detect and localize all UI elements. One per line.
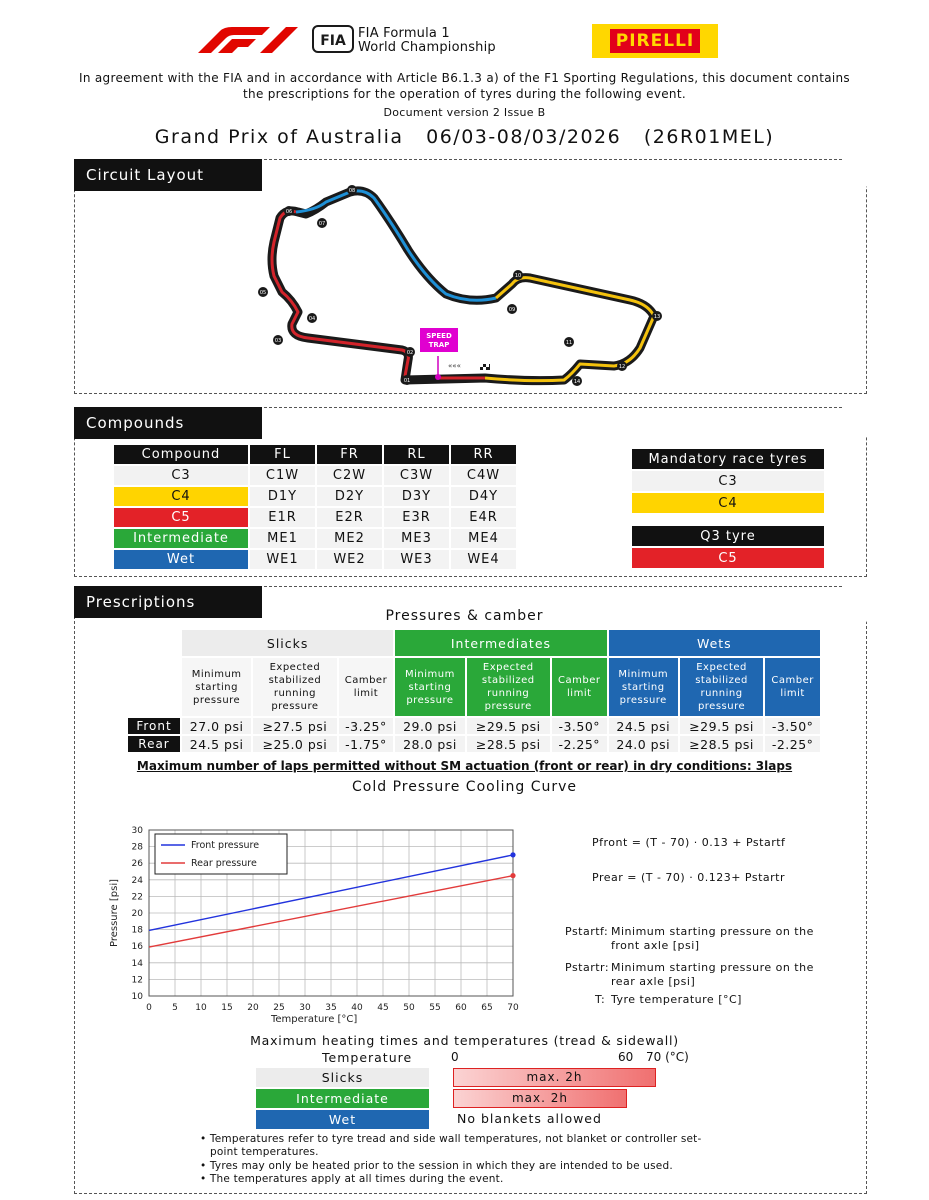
turn-marker-09 bbox=[507, 304, 517, 314]
note-1b: point temperatures. bbox=[210, 1146, 319, 1159]
x-tick-label: 70 bbox=[507, 1003, 519, 1013]
compound-code: D1Y bbox=[250, 487, 315, 506]
subheader-cell bbox=[253, 658, 336, 716]
compound-row bbox=[114, 529, 516, 548]
compound-code: ME4 bbox=[451, 529, 516, 548]
compound-code: WE1 bbox=[250, 550, 315, 569]
pressure-value: ≥28.5 psi bbox=[467, 736, 550, 752]
speed-trap-label-2: TRAP bbox=[428, 341, 450, 349]
x-tick-label: 55 bbox=[429, 1003, 441, 1013]
note-1a: • Temperatures refer to tyre tread and side wall temperatures, not blanket or controller set- bbox=[200, 1133, 702, 1145]
y-tick-label: 12 bbox=[131, 975, 143, 986]
track-outline bbox=[272, 191, 654, 381]
x-tick-label: 50 bbox=[403, 1003, 415, 1013]
heating-notes bbox=[200, 1133, 760, 1187]
turn-marker-14 bbox=[572, 376, 582, 386]
turn-marker-12 bbox=[617, 361, 627, 371]
x-tick-label: 5 bbox=[172, 1003, 178, 1013]
turn-marker-03 bbox=[273, 335, 283, 345]
event-title: Grand Prix of Australia 06/03-08/03/2026 (26R01MEL) bbox=[154, 126, 775, 148]
q3-tyre: C5 bbox=[632, 548, 824, 568]
subheader-line: limit bbox=[567, 688, 592, 699]
q3-tyre-table bbox=[630, 524, 826, 570]
compound-code: C2W bbox=[317, 466, 382, 485]
header-fl: FL bbox=[250, 445, 315, 464]
pressure-row bbox=[128, 736, 820, 752]
subheader-cell bbox=[552, 658, 607, 716]
circuit-section-tab: Circuit Layout bbox=[74, 159, 262, 191]
compound-name: C5 bbox=[114, 508, 248, 527]
subheader-line: limit bbox=[353, 688, 379, 699]
y-tick-label: 22 bbox=[131, 892, 143, 903]
heating-limit-text: max. 2h bbox=[511, 1091, 568, 1105]
series-end-point-0 bbox=[510, 852, 515, 857]
axle-label: Rear bbox=[128, 736, 180, 752]
compound-code: ME1 bbox=[250, 529, 315, 548]
pressure-value: -3.50° bbox=[765, 718, 820, 734]
pressure-value: 24.5 psi bbox=[609, 718, 678, 734]
x-tick-label: 40 bbox=[351, 1003, 363, 1013]
svg-text:13: 13 bbox=[653, 314, 661, 320]
compound-code: D3Y bbox=[384, 487, 449, 506]
subheader-line: stabilized bbox=[481, 675, 535, 686]
compound-code: C1W bbox=[250, 466, 315, 485]
subheader-line: starting bbox=[621, 681, 665, 693]
legend-label: Rear pressure bbox=[191, 858, 257, 869]
prescriptions-section-tab: Prescriptions bbox=[74, 586, 262, 618]
subheader-line: Minimum bbox=[405, 668, 455, 680]
svg-text:12: 12 bbox=[618, 364, 626, 370]
compound-name: Wet bbox=[114, 550, 248, 569]
subheader-line: starting bbox=[195, 681, 238, 693]
x-tick-label: 30 bbox=[299, 1003, 311, 1013]
x-tick-label: 20 bbox=[247, 1003, 259, 1013]
intro-line-1: In agreement with the FIA and in accordance with Article B6.1.3 a) of the F1 Sporting Regulations, this document contains bbox=[79, 71, 850, 85]
pressure-value: 24.5 psi bbox=[182, 736, 251, 752]
fia-logo bbox=[312, 25, 354, 53]
group-wets: Wets bbox=[609, 630, 820, 656]
svg-text:09: 09 bbox=[508, 307, 516, 313]
speed-trap-label-1: SPEED bbox=[426, 332, 452, 340]
compound-row bbox=[114, 466, 516, 485]
subheader-cell bbox=[467, 658, 550, 716]
mandatory-title: Mandatory race tyres bbox=[632, 449, 824, 469]
axle-label: Front bbox=[128, 718, 180, 734]
x-tick-label: 45 bbox=[377, 1003, 389, 1013]
svg-text:07: 07 bbox=[318, 221, 326, 227]
subheader-cell bbox=[395, 658, 464, 716]
y-tick-label: 14 bbox=[131, 958, 143, 969]
t-key: T: bbox=[595, 993, 606, 1006]
compound-header-row bbox=[114, 445, 516, 464]
x-tick-label: 25 bbox=[273, 1003, 285, 1013]
pressure-value: -1.75° bbox=[339, 736, 394, 752]
svg-text:14: 14 bbox=[573, 379, 581, 385]
pressures-title: Pressures & camber bbox=[385, 608, 544, 624]
compound-code: D2Y bbox=[317, 487, 382, 506]
pressure-value: -2.25° bbox=[552, 736, 607, 752]
compound-name: C3 bbox=[114, 466, 248, 485]
heating-row-label: Intermediate bbox=[256, 1089, 429, 1108]
y-axis-label: Pressure [psi] bbox=[109, 878, 120, 948]
subheader-line: Minimum bbox=[618, 668, 669, 680]
heating-scale-60: 60 bbox=[618, 1050, 634, 1064]
turn-marker-13 bbox=[652, 311, 662, 321]
subheader-line: pressure bbox=[484, 701, 532, 712]
pirelli-logo bbox=[592, 24, 718, 58]
x-tick-label: 35 bbox=[325, 1003, 337, 1013]
circuit-map bbox=[250, 180, 670, 390]
compound-code: WE2 bbox=[317, 550, 382, 569]
compound-code: E2R bbox=[317, 508, 382, 527]
svg-text:11: 11 bbox=[565, 340, 573, 346]
heating-title: Maximum heating times and temperatures (tread & sidewall) bbox=[250, 1033, 679, 1048]
subheader-cell bbox=[609, 658, 678, 716]
compound-row bbox=[114, 487, 516, 506]
fia-title-line2: World Championship bbox=[358, 40, 496, 55]
pressure-value: -3.50° bbox=[552, 718, 607, 734]
pressure-value: ≥29.5 psi bbox=[467, 718, 550, 734]
turn-marker-05 bbox=[258, 287, 268, 297]
turn-marker-01 bbox=[402, 375, 412, 385]
svg-text:10: 10 bbox=[514, 273, 522, 279]
turn-marker-07 bbox=[317, 218, 327, 228]
subheader-line: pressure bbox=[619, 694, 667, 706]
subheader-line: running bbox=[700, 688, 743, 699]
y-tick-label: 10 bbox=[131, 992, 143, 1002]
compound-code: ME3 bbox=[384, 529, 449, 548]
subheader-line: stabilized bbox=[695, 675, 748, 686]
pstartf-line2: front axle [psi] bbox=[611, 939, 700, 952]
pressure-value: -2.25° bbox=[765, 736, 820, 752]
compound-code: E3R bbox=[384, 508, 449, 527]
svg-text:06: 06 bbox=[285, 209, 293, 215]
svg-text:02: 02 bbox=[406, 350, 414, 356]
cold-pressure-chart bbox=[95, 800, 535, 1032]
svg-text:04: 04 bbox=[308, 316, 316, 322]
subheader-line: running bbox=[273, 688, 316, 699]
subheader-line: pressure bbox=[271, 701, 319, 712]
mandatory-tyre-1: C3 bbox=[632, 471, 824, 491]
subheader-line: Expected bbox=[269, 662, 321, 673]
subheader-cell bbox=[680, 658, 763, 716]
subheader-line: Expected bbox=[696, 662, 747, 673]
x-tick-label: 15 bbox=[221, 1003, 233, 1013]
compound-code: D4Y bbox=[451, 487, 516, 506]
y-tick-label: 24 bbox=[131, 875, 143, 886]
subheader-line: running bbox=[487, 688, 530, 699]
subheader-line: stabilized bbox=[268, 675, 322, 686]
y-tick-label: 16 bbox=[131, 942, 143, 953]
compounds-section-tab: Compounds bbox=[74, 407, 262, 439]
subheader-cell bbox=[765, 658, 820, 716]
x-tick-label: 10 bbox=[195, 1003, 207, 1013]
y-tick-label: 28 bbox=[131, 842, 143, 853]
compound-code: WE4 bbox=[451, 550, 516, 569]
legend-label: Front pressure bbox=[191, 840, 260, 851]
heating-limit-text: max. 2h bbox=[526, 1070, 583, 1084]
compound-code: WE3 bbox=[384, 550, 449, 569]
document-version: Document version 2 Issue B bbox=[383, 106, 546, 119]
x-axis-label: Temperature [°C] bbox=[271, 1014, 358, 1025]
header-compound: Compound bbox=[114, 445, 248, 464]
q3-title: Q3 tyre bbox=[632, 526, 824, 546]
compound-name: Intermediate bbox=[114, 529, 248, 548]
heating-temperature-label: Temperature bbox=[322, 1050, 413, 1065]
heating-limit-text: No blankets allowed bbox=[457, 1111, 602, 1126]
heating-row-label: Wet bbox=[256, 1110, 429, 1129]
turn-marker-08 bbox=[347, 185, 357, 195]
pstartf-key: Pstartf: bbox=[565, 925, 609, 938]
turn-marker-10 bbox=[513, 270, 523, 280]
subheader-line: Minimum bbox=[191, 668, 242, 680]
f1-logo bbox=[198, 27, 310, 53]
heating-scale-0: 0 bbox=[451, 1050, 459, 1064]
subheader-line: Expected bbox=[482, 662, 534, 673]
fia-title-line1: FIA Formula 1 bbox=[358, 26, 450, 41]
pstartr-key: Pstartr: bbox=[565, 961, 610, 974]
compound-allocation-table bbox=[112, 443, 518, 571]
group-slicks: Slicks bbox=[182, 630, 393, 656]
heating-limit-bar bbox=[453, 1089, 627, 1108]
turn-marker-04 bbox=[307, 313, 317, 323]
mandatory-tyre-2: C4 bbox=[632, 493, 824, 513]
compound-row bbox=[114, 550, 516, 569]
svg-text:08: 08 bbox=[348, 188, 356, 194]
subheader-line: Camber bbox=[558, 675, 601, 686]
pressure-value: -3.25° bbox=[339, 718, 394, 734]
svg-text:05: 05 bbox=[259, 290, 267, 296]
t-text: Tyre temperature [°C] bbox=[611, 993, 742, 1006]
subheader-cell bbox=[182, 658, 251, 716]
pirelli-wordmark: PIRELLI bbox=[610, 29, 700, 53]
header-rr: RR bbox=[451, 445, 516, 464]
pressure-value: ≥29.5 psi bbox=[680, 718, 763, 734]
svg-text:FIA: FIA bbox=[320, 33, 346, 49]
compound-code: E1R bbox=[250, 508, 315, 527]
x-tick-label: 0 bbox=[146, 1003, 152, 1013]
compound-name: C4 bbox=[114, 487, 248, 506]
x-tick-label: 65 bbox=[481, 1003, 493, 1013]
turn-marker-06 bbox=[284, 206, 294, 216]
y-tick-label: 26 bbox=[131, 859, 143, 870]
svg-text:01: 01 bbox=[403, 378, 411, 384]
intro-line-2: the prescriptions for the operation of tyres during the following event. bbox=[243, 87, 686, 101]
pstartr-line2: rear axle [psi] bbox=[611, 975, 696, 988]
subheader-line: Camber bbox=[771, 675, 814, 686]
svg-text:03: 03 bbox=[274, 338, 282, 344]
intro-text bbox=[60, 70, 869, 102]
subheader-row bbox=[128, 658, 820, 716]
pressure-value: ≥25.0 psi bbox=[253, 736, 336, 752]
subheader-line: limit bbox=[780, 688, 805, 699]
pressure-value: 24.0 psi bbox=[609, 736, 678, 752]
heating-limit-bar bbox=[453, 1068, 656, 1087]
pressure-value: 27.0 psi bbox=[182, 718, 251, 734]
subheader-line: Camber bbox=[344, 675, 388, 686]
group-header-row bbox=[128, 630, 820, 656]
compound-code: C3W bbox=[384, 466, 449, 485]
group-intermediates: Intermediates bbox=[395, 630, 606, 656]
turn-marker-11 bbox=[564, 337, 574, 347]
pressure-value: 28.0 psi bbox=[395, 736, 464, 752]
pressure-value: ≥27.5 psi bbox=[253, 718, 336, 734]
header-rl: RL bbox=[384, 445, 449, 464]
subheader-line: pressure bbox=[193, 694, 241, 706]
pstartf-line1: Minimum starting pressure on the bbox=[611, 925, 814, 938]
subheader-cell bbox=[339, 658, 394, 716]
heating-row-label: Slicks bbox=[256, 1068, 429, 1087]
y-tick-label: 20 bbox=[131, 909, 143, 919]
max-laps-note: Maximum number of laps permitted without SM actuation (front or rear) in dry conditions: 3laps bbox=[136, 759, 793, 773]
pressure-value: ≥28.5 psi bbox=[680, 736, 763, 752]
svg-text:«««: ««« bbox=[448, 362, 461, 370]
compound-code: C4W bbox=[451, 466, 516, 485]
subheader-line: pressure bbox=[406, 694, 454, 706]
pressures-camber-table bbox=[126, 628, 822, 754]
chart-title: Cold Pressure Cooling Curve bbox=[352, 779, 577, 795]
pstartr-line1: Minimum starting pressure on the bbox=[611, 961, 814, 974]
note-3: • The temperatures apply at all times during the event. bbox=[200, 1173, 504, 1186]
heating-scale-70: 70 (°C) bbox=[646, 1050, 689, 1064]
subheader-line: starting bbox=[408, 681, 452, 693]
compound-code: ME2 bbox=[317, 529, 382, 548]
x-tick-label: 60 bbox=[455, 1003, 467, 1013]
series-end-point-1 bbox=[510, 873, 515, 878]
mandatory-race-tyres-table bbox=[630, 447, 826, 515]
y-tick-label: 30 bbox=[131, 826, 143, 836]
compound-row bbox=[114, 508, 516, 527]
y-tick-label: 18 bbox=[131, 925, 143, 936]
formula-rear: Prear = (T - 70) · 0.123+ Pstartr bbox=[592, 871, 785, 884]
formula-front: Pfront = (T - 70) · 0.13 + Pstartf bbox=[592, 836, 786, 849]
subheader-line: pressure bbox=[697, 701, 746, 712]
pressure-row bbox=[128, 718, 820, 734]
speed-trap-marker bbox=[435, 374, 441, 380]
note-2: • Tyres may only be heated prior to the session in which they are intended to be used. bbox=[200, 1159, 673, 1172]
turn-marker-02 bbox=[405, 347, 415, 357]
header-fr: FR bbox=[317, 445, 382, 464]
compound-code: E4R bbox=[451, 508, 516, 527]
pressure-value: 29.0 psi bbox=[395, 718, 464, 734]
